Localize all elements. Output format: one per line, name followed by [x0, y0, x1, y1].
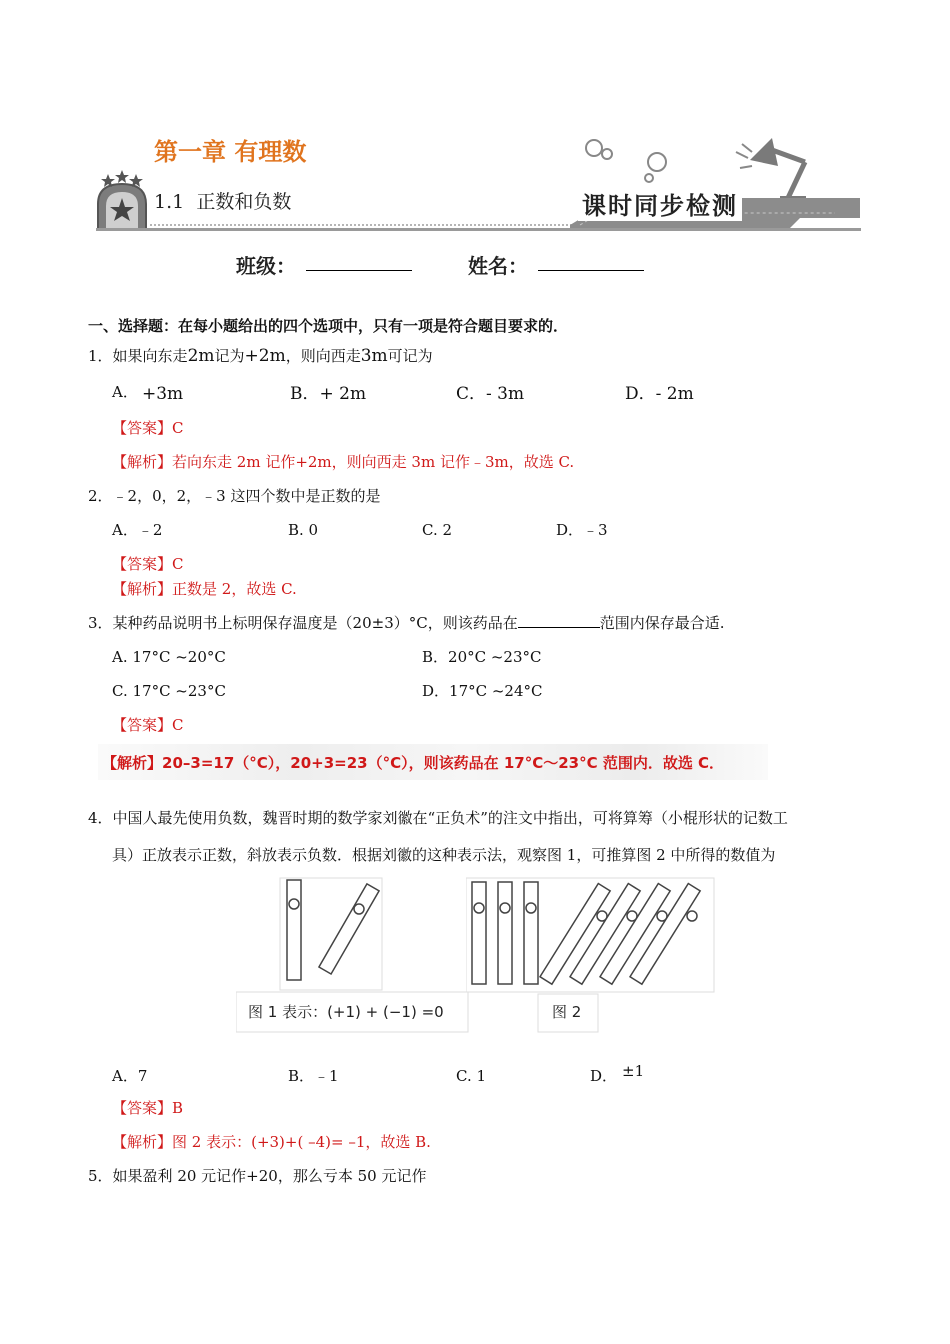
q4-option-d[interactable]: D．: [590, 1067, 618, 1085]
q3-explanation: [102, 752, 724, 773]
question-4-stem-line1: [88, 808, 788, 828]
q3-stem-tail: 范围内保存最合适.: [599, 614, 725, 632]
q2-option-c[interactable]: C. 2: [422, 521, 453, 539]
rod-upright: [498, 882, 512, 984]
q4-answer: [112, 1098, 183, 1118]
rod-hole: [289, 899, 299, 909]
rod-hole: [687, 911, 697, 921]
q4-explanation: [112, 1132, 431, 1152]
question-1-stem: [88, 346, 433, 366]
q2-explanation: [112, 579, 297, 599]
section-name: 正数和负数: [196, 191, 292, 213]
q1-value-plus: +2m: [244, 346, 286, 366]
q1-option-c[interactable]: C．- 3m: [456, 384, 525, 404]
name-label: 姓名：: [468, 254, 528, 278]
q2-option-b[interactable]: B. 0: [288, 521, 319, 539]
q1-explanation: [112, 452, 574, 472]
q2-answer: [112, 554, 184, 574]
rod-hole: [526, 903, 536, 913]
q3-option-c[interactable]: C. 17°C ~23°C: [112, 682, 226, 700]
q5-number: 5．: [88, 1167, 113, 1185]
answer-value: C: [172, 555, 184, 573]
q1-number: 1．: [88, 347, 113, 365]
answer-label: 【答案】: [112, 419, 173, 437]
q4-option-d-value: ±1: [622, 1062, 645, 1080]
rod-upright: [287, 880, 301, 980]
figure-2-caption: 图 2: [552, 1003, 582, 1021]
q2-option-a[interactable]: A．﹣2: [112, 521, 163, 539]
answer-value: C: [172, 716, 184, 734]
question-5-stem: [88, 1166, 426, 1186]
class-field[interactable]: [306, 270, 412, 271]
rod-hole: [354, 904, 364, 914]
rod-upright: [472, 882, 486, 984]
question-2-stem: [88, 486, 381, 506]
explain-label: 【解析】: [112, 580, 173, 598]
q3-number: 3．: [88, 614, 113, 632]
question-4-stem-line2: 具）正放表示正数，斜放表示负数．根据刘徽的这种表示法，观察图 1，可推算图 2 中所得的数值为: [112, 846, 776, 864]
figure-1-caption: 图 1 表示：(+1) + (−1) =0: [248, 1003, 444, 1021]
class-label: 班级：: [236, 254, 296, 278]
q3-option-a[interactable]: A. 17°C ~20°C: [112, 648, 226, 666]
q4-stem-text: 中国人最先使用负数，魏晋时期的数学家刘徽在“正负术”的注文中指出，可将算筹（小棍形状的记数工: [112, 809, 788, 827]
q1-option-a-label[interactable]: A．: [112, 383, 138, 401]
q4-option-b[interactable]: B．﹣1: [288, 1067, 339, 1085]
q1-value-east: 2m: [187, 346, 215, 366]
answer-value: C: [172, 419, 184, 437]
q1-stem-part: ，则向西走: [285, 347, 361, 365]
banner-right-title: 课时同步检测: [578, 186, 742, 221]
q2-option-d[interactable]: D．﹣3: [556, 521, 608, 539]
question-3-stem: [88, 613, 725, 633]
rod-upright: [524, 882, 538, 984]
q2-stem-text: ﹣2，0，2，﹣3 这四个数中是正数的是: [112, 487, 381, 505]
q3-answer: [112, 715, 184, 735]
q1-option-b[interactable]: B．+ 2m: [290, 384, 367, 404]
chapter-title: 第一章 有理数: [154, 138, 307, 166]
q1-stem-part: 如果向东走: [112, 347, 188, 365]
header-dotted-rule: [150, 224, 620, 226]
answer-label: 【答案】: [112, 1099, 173, 1117]
q3-stem-text: 某种药品说明书上标明保存温度是（20±3）°C，则该药品在: [112, 614, 518, 632]
q1-option-d[interactable]: D．- 2m: [625, 384, 694, 404]
explain-label: 【解析】: [112, 1133, 173, 1151]
section-title: [154, 187, 291, 214]
name-field[interactable]: [538, 270, 644, 271]
rod-hole: [500, 903, 510, 913]
section-heading: 一、选择题：在每小题给出的四个选项中，只有一项是符合题目要求的．: [88, 317, 569, 335]
q1-stem-part: 记为: [214, 347, 245, 365]
q3-option-d[interactable]: D．17°C ~24°C: [422, 682, 543, 700]
q4-option-a[interactable]: A．7: [112, 1067, 148, 1085]
explain-label: 【解析】: [102, 754, 163, 772]
rod-hole: [474, 903, 484, 913]
q3-option-b[interactable]: B．20°C ~23°C: [422, 648, 542, 666]
q1-stem-part: 可记为: [387, 347, 433, 365]
explain-text: 若向东走 2m 记作+2m，则向西走 3m 记作﹣3m，故选 C.: [172, 453, 575, 471]
q2-number: 2．: [88, 487, 113, 505]
answer-value: B: [172, 1099, 184, 1117]
explain-text: 正数是 2，故选 C.: [172, 580, 297, 598]
figure-2: [466, 876, 718, 1036]
q1-option-a-value: +3m: [142, 384, 184, 404]
q4-number: 4．: [88, 809, 113, 827]
q1-value-west: 3m: [360, 346, 388, 366]
answer-label: 【答案】: [112, 555, 173, 573]
section-number: 1.1: [154, 191, 185, 213]
q1-answer: [112, 418, 184, 438]
q4-option-c[interactable]: C. 1: [456, 1067, 487, 1085]
explain-text: 20–3=17（°C），20+3=23（°C），则该药品在 17°C～23°C 范围内．故选 C．: [162, 754, 725, 772]
q5-stem-text: 如果盈利 20 元记作+20，那么亏本 50 元记作: [112, 1167, 427, 1185]
q3-answer-blank[interactable]: [518, 613, 600, 628]
explain-text: 图 2 表示：(+3)+( –4)= –1，故选 B.: [172, 1133, 431, 1151]
answer-label: 【答案】: [112, 716, 173, 734]
explain-label: 【解析】: [112, 453, 173, 471]
